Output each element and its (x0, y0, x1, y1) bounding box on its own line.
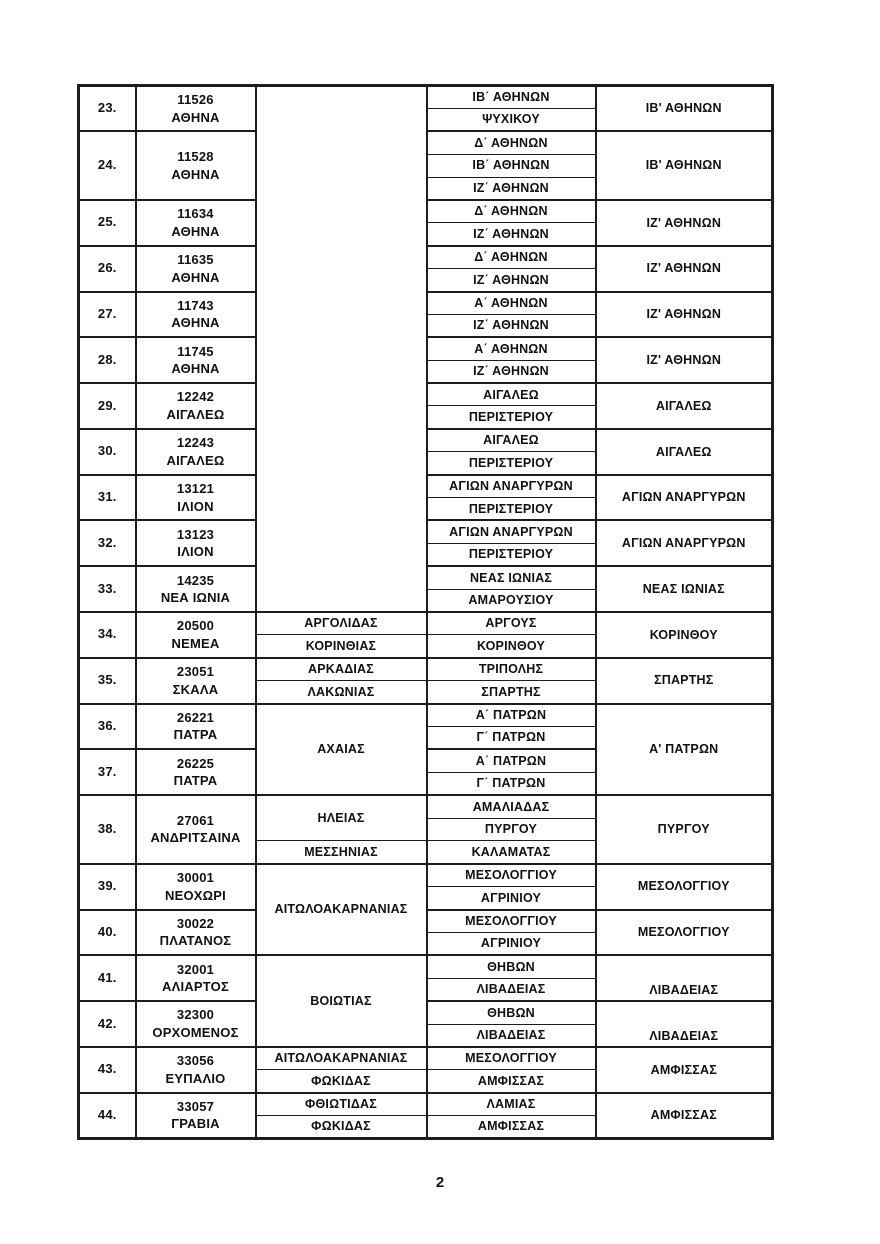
final-court-cell: ΑΙΓΑΛΕΩ (596, 383, 773, 429)
place-name: ΙΛΙΟΝ (177, 498, 214, 514)
final-court-cell: ΙΖ' ΑΘΗΝΩΝ (596, 337, 773, 383)
final-court-cell: ΙΒ' ΑΘΗΝΩΝ (596, 131, 773, 200)
court-cell: ΑΜΦΙΣΣΑΣ (427, 1070, 596, 1093)
postal-code-place-cell (136, 292, 256, 338)
court-cell: ΛΙΒΑΔΕΙΑΣ (427, 1024, 596, 1047)
region-cell: ΦΩΚΙΔΑΣ (256, 1116, 427, 1139)
row-number-cell: 30. (79, 429, 136, 475)
court-cell: ΑΜΦΙΣΣΑΣ (427, 1116, 596, 1139)
row-number-cell: 27. (79, 292, 136, 338)
postal-code-place-cell (136, 955, 256, 1001)
postal-code-place-cell (136, 910, 256, 956)
court-cell: Δ΄ ΑΘΗΝΩΝ (427, 131, 596, 154)
row-number-cell: 29. (79, 383, 136, 429)
place-name: ΑΘΗΝΑ (171, 315, 220, 331)
court-cell: ΑΓΙΩΝ ΑΝΑΡΓΥΡΩΝ (427, 520, 596, 543)
court-cell: Δ΄ ΑΘΗΝΩΝ (427, 246, 596, 269)
court-cell: ΛΑΜΙΑΣ (427, 1093, 596, 1116)
postal-code: 20500 (176, 618, 215, 634)
place-name: ΑΘΗΝΑ (171, 223, 220, 239)
place-name: ΑΙΓΑΛΕΩ (166, 452, 225, 468)
court-cell: ΣΠΑΡΤΗΣ (427, 681, 596, 704)
final-court-cell: ΛΙΒΑΔΕΙΑΣ (596, 955, 773, 1001)
row-number-cell: 26. (79, 246, 136, 292)
postal-code-place-cell (136, 246, 256, 292)
table-sub-row (79, 864, 773, 887)
court-cell: ΠΕΡΙΣΤΕΡΙΟΥ (427, 543, 596, 566)
final-court-cell: ΙΖ' ΑΘΗΝΩΝ (596, 292, 773, 338)
final-court-cell: ΑΓΙΩΝ ΑΝΑΡΓΥΡΩΝ (596, 520, 773, 566)
court-cell: ΑΓΙΩΝ ΑΝΑΡΓΥΡΩΝ (427, 475, 596, 498)
court-cell: ΙΖ΄ ΑΘΗΝΩΝ (427, 269, 596, 292)
table-sub-row (79, 86, 773, 109)
place-name: ΠΛΑΤΑΝΟΣ (159, 933, 232, 949)
postal-code-place-cell (136, 864, 256, 910)
court-cell: ΝΕΑΣ ΙΩΝΙΑΣ (427, 566, 596, 589)
row-number-cell: 31. (79, 475, 136, 521)
final-court-cell: ΑΓΙΩΝ ΑΝΑΡΓΥΡΩΝ (596, 475, 773, 521)
final-court-cell: ΜΕΣΟΛΟΓΓΙΟΥ (596, 864, 773, 910)
final-court-cell: ΜΕΣΟΛΟΓΓΙΟΥ (596, 910, 773, 956)
postal-code: 32001 (176, 961, 215, 977)
row-number-cell: 25. (79, 200, 136, 246)
court-cell: ΑΜΑΛΙΑΔΑΣ (427, 795, 596, 818)
postal-code: 32300 (176, 1007, 215, 1023)
court-cell: ΑΓΡΙΝΙΟΥ (427, 932, 596, 955)
postal-code-place-cell (136, 475, 256, 521)
court-cell: Δ΄ ΑΘΗΝΩΝ (427, 200, 596, 223)
table-sub-row (79, 612, 773, 635)
court-cell: Α΄ ΑΘΗΝΩΝ (427, 292, 596, 315)
court-cell: ΑΙΓΑΛΕΩ (427, 429, 596, 452)
postal-code-place-cell (136, 1001, 256, 1047)
postal-code-place-cell (136, 131, 256, 200)
postal-code: 12243 (176, 435, 215, 451)
postal-code: 26225 (176, 755, 215, 771)
postal-code: 13123 (176, 526, 215, 542)
postal-code: 11526 (177, 92, 214, 108)
row-number-cell: 44. (79, 1093, 136, 1139)
region-cell: ΑΡΓΟΛΙΔΑΣ (256, 612, 427, 635)
postal-code: 14235 (176, 572, 215, 588)
postal-code: 12242 (176, 389, 215, 405)
table-sub-row (79, 1047, 773, 1070)
postal-code: 11743 (177, 297, 214, 313)
place-name: ΑΘΗΝΑ (171, 361, 220, 377)
table-sub-row (79, 1093, 773, 1116)
postal-code-place-cell (136, 86, 256, 132)
postal-code-place-cell (136, 612, 256, 658)
region-cell: ΦΩΚΙΔΑΣ (256, 1070, 427, 1093)
row-number-cell: 36. (79, 704, 136, 750)
court-cell: ΑΜΑΡΟΥΣΙΟΥ (427, 589, 596, 612)
court-cell: Α΄ ΑΘΗΝΩΝ (427, 337, 596, 360)
court-cell: ΘΗΒΩΝ (427, 955, 596, 978)
place-name: ΠΑΤΡΑ (173, 727, 218, 743)
postal-code-place-cell (136, 658, 256, 704)
court-cell: ΜΕΣΟΛΟΓΓΙΟΥ (427, 1047, 596, 1070)
court-cell: Γ΄ ΠΑΤΡΩΝ (427, 772, 596, 795)
court-cell: Γ΄ ΠΑΤΡΩΝ (427, 726, 596, 749)
region-cell (256, 86, 427, 612)
place-name: ΝΕΑ ΙΩΝΙΑ (160, 590, 231, 606)
region-cell: ΦΘΙΩΤΙΔΑΣ (256, 1093, 427, 1116)
region-cell: ΑΧΑΙΑΣ (256, 704, 427, 796)
court-cell: ΛΙΒΑΔΕΙΑΣ (427, 978, 596, 1001)
row-number-cell: 40. (79, 910, 136, 956)
postal-code: 13121 (176, 480, 215, 496)
postal-code-place-cell (136, 749, 256, 795)
court-districts-table (77, 84, 774, 1140)
table-sub-row (79, 795, 773, 818)
region-cell: ΑΙΤΩΛΟΑΚΑΡΝΑΝΙΑΣ (256, 864, 427, 956)
court-cell: ΨΥΧΙΚΟΥ (427, 108, 596, 131)
row-number-cell: 41. (79, 955, 136, 1001)
region-cell: ΑΡΚΑΔΙΑΣ (256, 658, 427, 681)
place-name: ΓΡΑΒΙΑ (171, 1116, 220, 1132)
postal-code-place-cell (136, 795, 256, 864)
final-court-cell: ΛΙΒΑΔΕΙΑΣ (596, 1001, 773, 1047)
postal-code: 30022 (176, 915, 215, 931)
postal-code: 33057 (176, 1098, 215, 1114)
court-cell: ΚΟΡΙΝΘΟΥ (427, 635, 596, 658)
court-cell: ΚΑΛΑΜΑΤΑΣ (427, 841, 596, 864)
place-name: ΕΥΠΑΛΙΟ (165, 1070, 226, 1086)
region-cell: ΚΟΡΙΝΘΙΑΣ (256, 635, 427, 658)
court-cell: ΜΕΣΟΛΟΓΓΙΟΥ (427, 864, 596, 887)
court-cell: ΑΙΓΑΛΕΩ (427, 383, 596, 406)
court-cell: ΙΖ΄ ΑΘΗΝΩΝ (427, 177, 596, 200)
postal-code: 26221 (176, 709, 215, 725)
court-cell: ΠΕΡΙΣΤΕΡΙΟΥ (427, 406, 596, 429)
court-cell: Α΄ ΠΑΤΡΩΝ (427, 749, 596, 772)
postal-code-place-cell (136, 1047, 256, 1093)
court-cell: ΠΥΡΓΟΥ (427, 818, 596, 841)
place-name: ΑΙΓΑΛΕΩ (166, 406, 225, 422)
court-cell: ΠΕΡΙΣΤΕΡΙΟΥ (427, 452, 596, 475)
postal-code: 33056 (176, 1053, 215, 1069)
place-name: ΙΛΙΟΝ (177, 544, 214, 560)
postal-code: 27061 (176, 812, 215, 828)
final-court-cell: ΚΟΡΙΝΘΟΥ (596, 612, 773, 658)
table-sub-row (79, 704, 773, 727)
postal-code: 30001 (176, 870, 215, 886)
court-cell: ΙΖ΄ ΑΘΗΝΩΝ (427, 223, 596, 246)
region-cell: ΗΛΕΙΑΣ (256, 795, 427, 841)
court-cell: ΙΖ΄ ΑΘΗΝΩΝ (427, 360, 596, 383)
final-court-cell: ΠΥΡΓΟΥ (596, 795, 773, 864)
page-number: 2 (435, 1174, 445, 1191)
row-number-cell: 34. (79, 612, 136, 658)
row-number-cell: 32. (79, 520, 136, 566)
court-cell: ΜΕΣΟΛΟΓΓΙΟΥ (427, 910, 596, 933)
court-cell: ΠΕΡΙΣΤΕΡΙΟΥ (427, 498, 596, 521)
postal-code: 23051 (176, 664, 215, 680)
row-number-cell: 24. (79, 131, 136, 200)
row-number-cell: 39. (79, 864, 136, 910)
final-court-cell: ΑΙΓΑΛΕΩ (596, 429, 773, 475)
place-name: ΑΘΗΝΑ (171, 166, 220, 182)
postal-code-place-cell (136, 200, 256, 246)
postal-code: 11745 (177, 343, 214, 359)
table-sub-row (79, 955, 773, 978)
postal-code: 11635 (177, 252, 214, 268)
court-cell: ΙΖ΄ ΑΘΗΝΩΝ (427, 314, 596, 337)
row-number-cell: 28. (79, 337, 136, 383)
final-court-cell: ΙΖ' ΑΘΗΝΩΝ (596, 200, 773, 246)
court-cell: ΤΡΙΠΟΛΗΣ (427, 658, 596, 681)
place-name: ΣΚΑΛΑ (172, 681, 219, 697)
postal-code: 11528 (177, 149, 214, 165)
region-cell: ΒΟΙΩΤΙΑΣ (256, 955, 427, 1047)
place-name: ΟΡΧΟΜΕΝΟΣ (152, 1025, 239, 1041)
postal-code-place-cell (136, 566, 256, 612)
postal-code-place-cell (136, 429, 256, 475)
place-name: ΑΝΔΡΙΤΣΑΙΝΑ (150, 830, 241, 846)
final-court-cell: ΑΜΦΙΣΣΑΣ (596, 1093, 773, 1139)
final-court-cell: ΝΕΑΣ ΙΩΝΙΑΣ (596, 566, 773, 612)
row-number-cell: 35. (79, 658, 136, 704)
row-number-cell: 42. (79, 1001, 136, 1047)
region-cell: ΑΙΤΩΛΟΑΚΑΡΝΑΝΙΑΣ (256, 1047, 427, 1070)
row-number-cell: 33. (79, 566, 136, 612)
place-name: ΝΕΟΧΩΡΙ (165, 887, 226, 903)
court-cell: ΘΗΒΩΝ (427, 1001, 596, 1024)
row-number-cell: 37. (79, 749, 136, 795)
court-cell: ΑΡΓΟΥΣ (427, 612, 596, 635)
final-court-cell: ΙΒ' ΑΘΗΝΩΝ (596, 86, 773, 132)
postal-code: 11634 (177, 206, 214, 222)
court-cell: ΙΒ΄ ΑΘΗΝΩΝ (427, 154, 596, 177)
court-cell: Α΄ ΠΑΤΡΩΝ (427, 704, 596, 727)
final-court-cell: ΑΜΦΙΣΣΑΣ (596, 1047, 773, 1093)
court-cell: ΑΓΡΙΝΙΟΥ (427, 887, 596, 910)
row-number-cell: 38. (79, 795, 136, 864)
row-number-cell: 23. (79, 86, 136, 132)
court-cell: ΙΒ΄ ΑΘΗΝΩΝ (427, 86, 596, 109)
table-sub-row (79, 658, 773, 681)
postal-code-place-cell (136, 337, 256, 383)
region-cell: ΜΕΣΣΗΝΙΑΣ (256, 841, 427, 864)
place-name: ΑΘΗΝΑ (171, 109, 220, 125)
place-name: ΠΑΤΡΑ (173, 773, 218, 789)
place-name: ΝΕΜΕΑ (171, 635, 220, 651)
postal-code-place-cell (136, 383, 256, 429)
final-court-cell: Α' ΠΑΤΡΩΝ (596, 704, 773, 796)
postal-code-place-cell (136, 704, 256, 750)
postal-code-place-cell (136, 520, 256, 566)
postal-code-place-cell (136, 1093, 256, 1139)
final-court-cell: ΙΖ' ΑΘΗΝΩΝ (596, 246, 773, 292)
place-name: ΑΛΙΑΡΤΟΣ (162, 979, 229, 995)
final-court-cell: ΣΠΑΡΤΗΣ (596, 658, 773, 704)
region-cell: ΛΑΚΩΝΙΑΣ (256, 681, 427, 704)
place-name: ΑΘΗΝΑ (171, 269, 220, 285)
row-number-cell: 43. (79, 1047, 136, 1093)
